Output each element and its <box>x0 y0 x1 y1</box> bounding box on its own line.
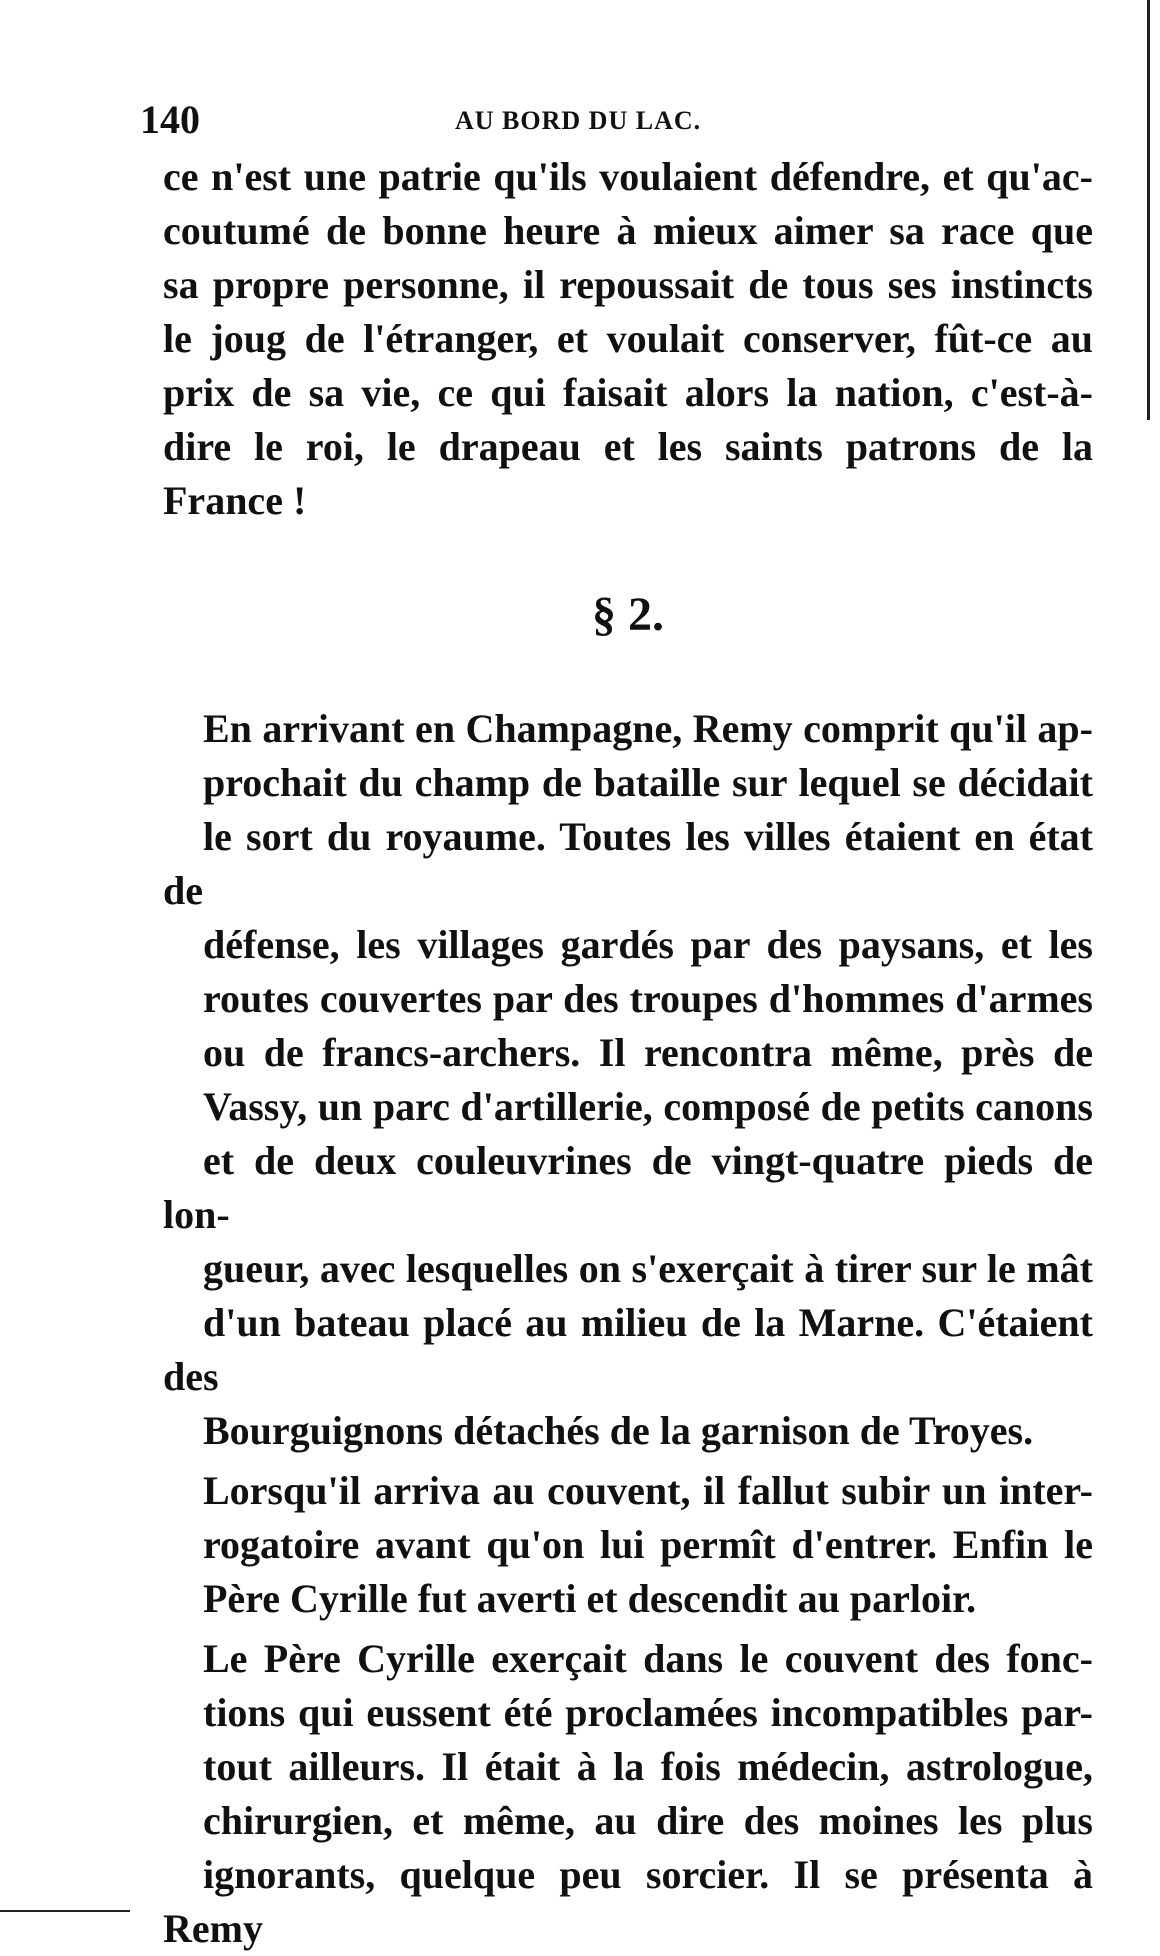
text-line: coutumé de bonne heure à mieux aimer sa race que <box>163 208 1093 253</box>
text-line: Vassy, un parc d'artillerie, composé de petits canons <box>203 1084 1093 1129</box>
text-line: En arrivant en Champagne, Remy comprit qu'il ap- <box>203 706 1093 751</box>
text-line: sa propre personne, il repoussait de tous ses instincts <box>163 262 1093 307</box>
text-line: et de deux couleuvrines de vingt-quatre pieds de lon- <box>163 1138 1093 1237</box>
page-header <box>140 96 920 146</box>
paragraph-1 <box>163 150 1093 528</box>
text-line: dire le roi, le drapeau et les saints patrons de la <box>163 424 1093 469</box>
text-line: tions qui eussent été proclamées incompatibles par- <box>203 1690 1093 1735</box>
text-line: prix de sa vie, ce qui faisait alors la nation, c'est-à- <box>163 370 1093 415</box>
text-line: ignorants, quelque peu sorcier. Il se présenta à Remy <box>163 1852 1093 1951</box>
text-line: Père Cyrille fut averti et descendit au parloir. <box>203 1576 977 1621</box>
text-line: Bourguignons détachés de la garnison de Troyes. <box>203 1408 1034 1453</box>
text-line: d'un bateau placé au milieu de la Marne. C'étaient des <box>163 1300 1093 1399</box>
footer-rule <box>0 1910 130 1912</box>
text-line: le sort du royaume. Toutes les villes étaient en état de <box>163 814 1093 913</box>
paragraph-4 <box>163 1632 1093 1956</box>
text-line: rogatoire avant qu'on lui permît d'entrer. Enfin le <box>203 1522 1093 1567</box>
text-line: ce n'est une patrie qu'ils voulaient défendre, et qu'ac- <box>163 154 1093 199</box>
scan-edge-rule <box>1147 0 1150 420</box>
body-text <box>163 150 1093 1956</box>
text-line: France ! <box>163 478 307 523</box>
text-line: chirurgien, et même, au dire des moines les plus <box>203 1798 1093 1843</box>
text-line: ou de francs-archers. Il rencontra même, près de <box>203 1030 1093 1075</box>
text-line: gueur, avec lesquelles on s'exerçait à tirer sur le mât <box>203 1246 1093 1291</box>
text-line: défense, les villages gardés par des paysans, et les <box>203 922 1093 967</box>
running-title: AU BORD DU LAC. <box>455 106 702 135</box>
paragraph-2 <box>163 702 1093 1458</box>
page-number: 140 <box>140 97 200 142</box>
paragraph-3 <box>163 1464 1093 1626</box>
text-line: prochait du champ de bataille sur lequel se décidait <box>203 760 1093 805</box>
text-line: Le Père Cyrille exerçait dans le couvent des fonc- <box>203 1636 1093 1681</box>
section-heading: § 2. <box>592 588 664 641</box>
text-line: routes couvertes par des troupes d'hommes d'armes <box>203 976 1093 1021</box>
text-line: tout ailleurs. Il était à la fois médecin, astrologue, <box>203 1744 1093 1789</box>
text-line: le joug de l'étranger, et voulait conserver, fût-ce au <box>163 316 1093 361</box>
text-line: Lorsqu'il arriva au couvent, il fallut subir un inter- <box>203 1468 1093 1513</box>
